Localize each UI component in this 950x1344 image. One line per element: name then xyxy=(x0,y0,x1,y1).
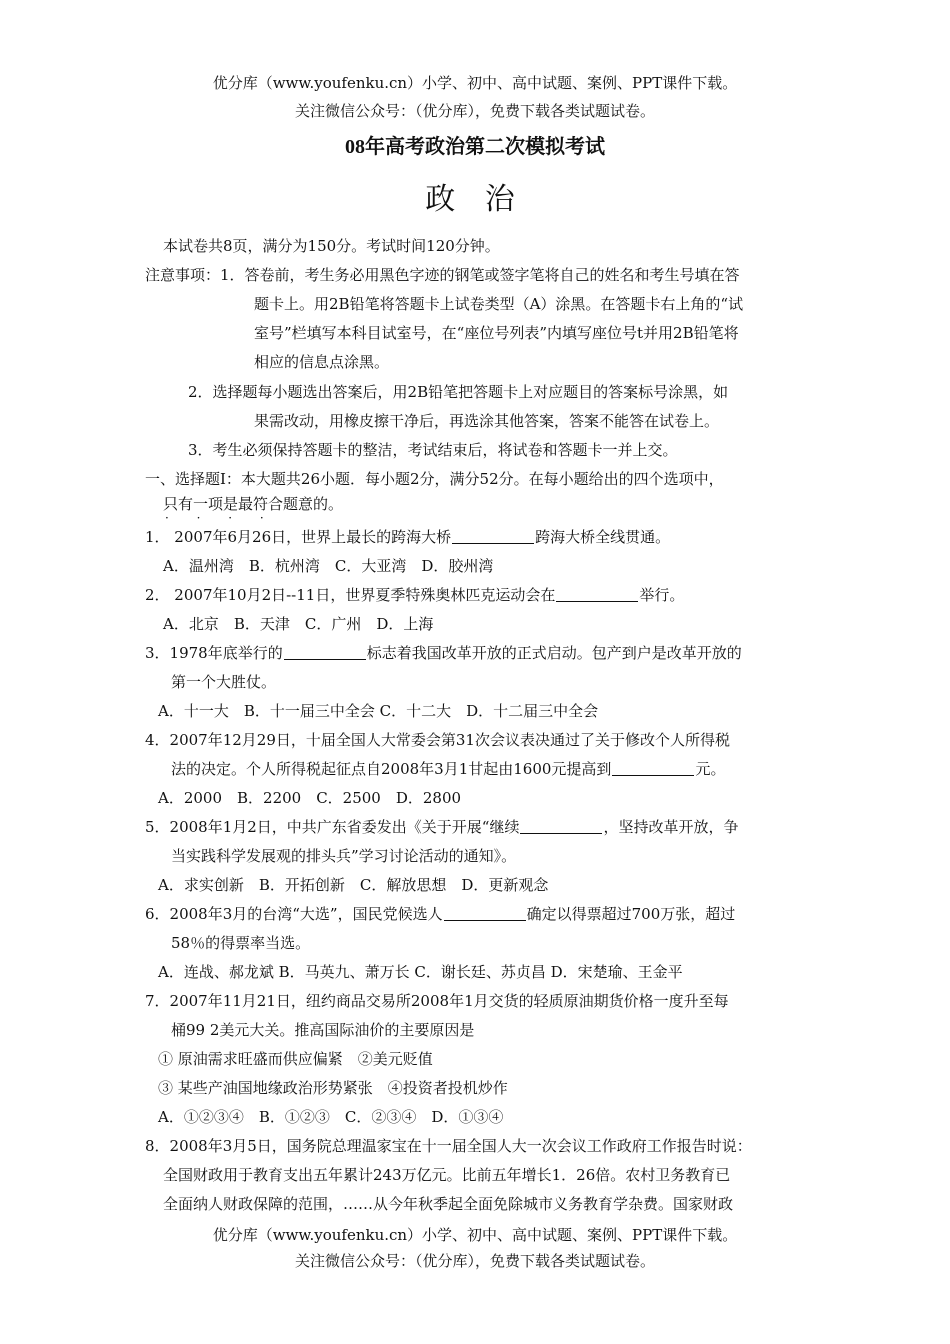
answer-blank xyxy=(284,645,366,660)
question-6-text-a: 6．2008年3月的台湾“大选”，国民党候选人 xyxy=(145,905,443,923)
question-3 xyxy=(145,643,742,663)
notes-line-4: 相应的信息点涂黑。 xyxy=(254,353,390,371)
section1-line-2: 只有一项是最符合题意的。 xyxy=(163,495,344,513)
question-2-text-a: 2． 2007年10月2日--11日，世界夏季特殊奥林匹克运动会在 xyxy=(145,586,556,604)
question-5-options: A．求实创新 B．开拓创新 C．解放思想 D．更新观念 xyxy=(158,876,549,894)
question-4-line-2 xyxy=(171,759,725,779)
question-1-options: A．温州湾 B．杭州湾 C．大亚湾 D．胶州湾 xyxy=(163,557,494,575)
question-3-options: A．十一大 B．十一届三中全会 C．十二大 D．十二届三中全会 xyxy=(158,702,599,720)
question-2 xyxy=(145,585,684,605)
question-6-line-2: 58％的得票率当选。 xyxy=(171,934,311,952)
question-2-options: A．北京 B．天津 C．广州 D．上海 xyxy=(163,615,434,633)
question-8-line-3: 全面纳人财政保障的范围，……从今年秋季起全面免除城市义务教育学杂费。国家财政 xyxy=(163,1195,734,1213)
question-4-text-a: 法的决定。个人所得税起征点自2008年3月1甘起由1600元提高到 xyxy=(171,760,612,778)
question-6-options: A．连战、郝龙斌 B．马英九、萧万长 C．谢长廷、苏贞昌 D．宋楚瑜、王金平 xyxy=(158,963,683,981)
header-line-2: 关注微信公众号：（优分库），免费下载各类试题试卷。 xyxy=(294,102,655,120)
answer-blank xyxy=(444,906,526,921)
question-4-text-b: 元。 xyxy=(695,760,726,778)
footer-line-2: 关注微信公众号：（优分库），免费下载各类试题试卷。 xyxy=(294,1252,655,1270)
question-3-text-b: 标志着我国改革开放的正式启动。包产到户是改革开放的 xyxy=(366,644,742,662)
emphasis-dots: · · · · xyxy=(165,511,276,525)
notes-item-2-line-1: 2．选择题每小题选出答案后，用2B铅笔把答题卡上对应题目的答案标号涂黑，如 xyxy=(188,383,729,401)
section1-line-1: 一、选择题I：本大题共26小题．每小题2分，满分52分。在每小题给出的四个选项中， xyxy=(145,470,724,488)
question-7-line-1: 7．2007年11月21日，纽约商品交易所2008年1月交货的轻质原油期货价格一度升至每 xyxy=(145,992,729,1010)
question-2-text-b: 举行。 xyxy=(639,586,685,604)
question-6 xyxy=(145,904,735,924)
notes-item-3: 3．考生必须保持答题卡的整洁，考试结束后，将试卷和答题卡一并上交。 xyxy=(188,441,678,459)
question-7-options: A．①②③④ B．①②③ C．②③④ D．①③④ xyxy=(158,1108,504,1126)
question-1 xyxy=(145,527,670,547)
exam-intro: 本试卷共8页，满分为150分。考试时间120分钟。 xyxy=(163,237,500,255)
question-3-text-a: 3．1978年底举行的 xyxy=(145,644,283,662)
subject-title: 政 治 xyxy=(425,182,525,217)
footer-line-1: 优分库（www.youfenku.cn）小学、初中、高中试题、案例、PPT课件下载。 xyxy=(212,1226,738,1244)
header-line-1: 优分库（www.youfenku.cn）小学、初中、高中试题、案例、PPT课件下载。 xyxy=(212,74,738,92)
notes-line-2: 题卡上。用2B铅笔将答题卡上试卷类型（A）涂黑。在答题卡右上角的“试 xyxy=(254,295,744,313)
question-4-options: A．2000 B．2200 C．2500 D．2800 xyxy=(158,789,462,807)
question-4-line-1: 4．2007年12月29日，十届全国人大常委会第31次会议表决通过了关于修改个人所得税 xyxy=(145,731,730,749)
question-1-text-a: 1． 2007年6月26日，世界上最长的跨海大桥 xyxy=(145,528,452,546)
question-7-item-2: ③ 某些产油国地缘政治形势紧张 ④投资者投机炒作 xyxy=(158,1079,508,1097)
notes-line-1: 注意事项：1．答卷前，考生务必用黑色字迹的钢笔或签字笔将自己的姓名和考生号填在答 xyxy=(145,266,740,284)
question-7-line-2: 桶99 2美元大关。推高国际油价的主要原因是 xyxy=(171,1021,475,1039)
answer-blank xyxy=(556,587,638,602)
exam-title-year: 08 xyxy=(345,136,365,158)
question-5-line-2: 当实践科学发展观的排头兵”学习讨论活动的通知》。 xyxy=(171,847,517,865)
question-3-line-2: 第一个大胜仗。 xyxy=(171,673,277,691)
notes-line-3: 室号”栏填写本科目试室号，在“座位号列表”内填写座位号t并用2B铅笔将 xyxy=(254,324,739,342)
exam-title xyxy=(0,133,950,160)
answer-blank xyxy=(452,529,534,544)
exam-title-main: 年高考政治第二次模拟考试 xyxy=(365,134,605,158)
question-5-text-a: 5．2008年1月2日，中共广东省委发出《关于开展“继续 xyxy=(145,818,520,836)
question-7-item-1: ① 原油需求旺盛而供应偏紧 ②美元贬值 xyxy=(158,1050,433,1068)
notes-item-2-line-2: 果需改动，用橡皮擦干净后，再选涂其他答案，答案不能答在试卷上。 xyxy=(254,412,720,430)
answer-blank xyxy=(612,761,694,776)
question-5 xyxy=(145,817,739,837)
question-8-line-1: 8．2008年3月5日，国务院总理温家宝在十一届全国人大一次会议工作政府工作报告时说： xyxy=(145,1137,752,1155)
question-5-text-b: ，坚持改革开放，争 xyxy=(603,818,739,836)
answer-blank xyxy=(520,819,602,834)
question-1-text-b: 跨海大桥全线贯通。 xyxy=(535,528,671,546)
question-8-line-2: 全国财政用于教育支出五年累计243万亿元。比前五年增长1．26倍。农村卫务教育已 xyxy=(163,1166,731,1184)
question-6-text-b: 确定以得票超过700万张，超过 xyxy=(526,905,736,923)
